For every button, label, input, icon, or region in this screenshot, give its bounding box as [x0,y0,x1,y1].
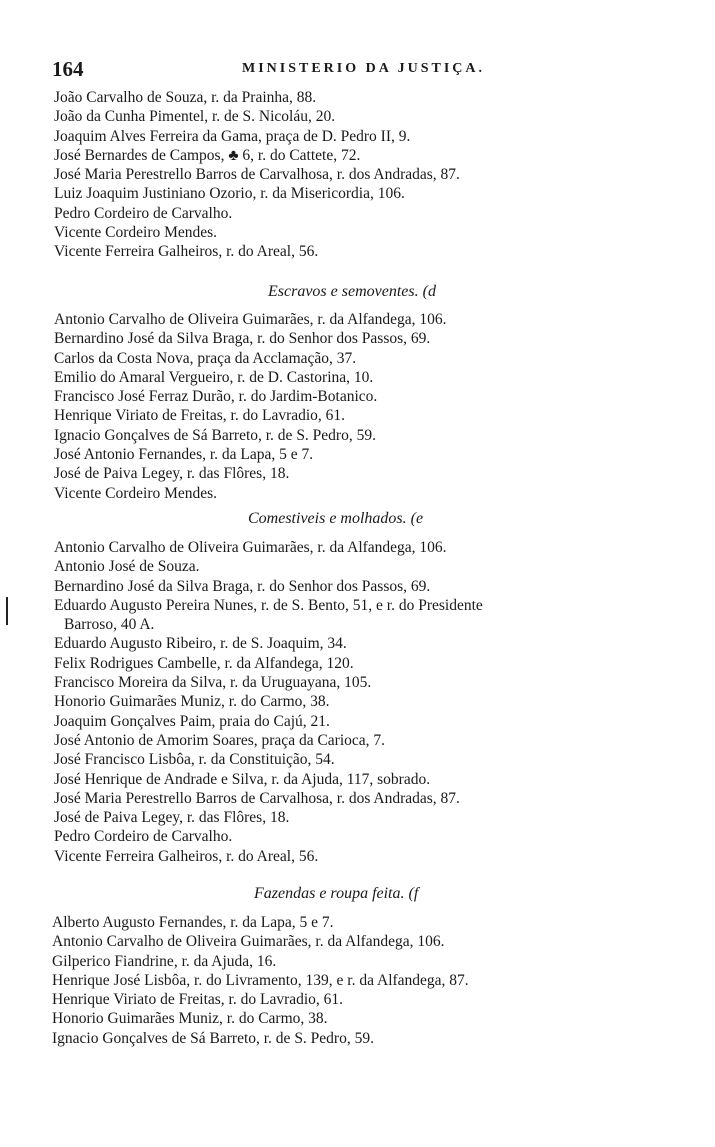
list-item-continuation: Barroso, 40 A. [64,616,155,634]
list-item: Honorio Guimarães Muniz, r. do Carmo, 38. [54,693,330,711]
list-item: José Bernardes de Campos, ♣ 6, r. do Cattete, 72. [54,146,361,164]
list-item: Alberto Augusto Fernandes, r. da Lapa, 5 e 7. [52,914,334,931]
list-item: José de Paiva Legey, r. das Flôres, 18. [54,809,290,827]
section-escravos [54,310,447,503]
margin-mark [6,597,8,625]
list-item: Vicente Ferreira Galheiros, r. do Areal, 56. [54,847,319,865]
list-item: Pedro Cordeiro de Carvalho. [54,204,233,222]
section-continuation [54,88,460,262]
section-heading-comestiveis: Comestiveis e molhados. (e [248,510,424,527]
list-item: Eduardo Augusto Ribeiro, r. de S. Joaquim, 34. [54,635,347,653]
list-item: José Maria Perestrello Barros de Carvalhosa, r. dos Andradas, 87. [54,166,460,184]
list-item: José Antonio de Amorim Soares, praça da Carioca, 7. [54,731,386,749]
page-number: 164 [52,57,84,81]
list-item: Henrique José Lisbôa, r. do Livramento, 139, e r. da Alfandega, 87. [52,971,469,989]
page-header [52,57,692,81]
list-item: José de Paiva Legey, r. das Flôres, 18. [54,465,290,483]
list-item: José Henrique de Andrade e Silva, r. da Ajuda, 117, sobrado. [54,770,431,788]
list-item: Joaquim Alves Ferreira da Gama, praça de D. Pedro II, 9. [54,127,411,145]
list-item: Carlos da Costa Nova, praça da Acclamação, 37. [54,349,357,367]
list-item: Vicente Cordeiro Mendes. [54,224,218,242]
list-item: Ignacio Gonçalves de Sá Barreto, r. de S. Pedro, 59. [52,1029,374,1047]
running-title: MINISTERIO DA JUSTIÇA. [242,61,485,76]
list-item: Bernardino José da Silva Braga, r. do Senhor dos Passos, 69. [54,330,431,348]
list-item: Honorio Guimarães Muniz, r. do Carmo, 38. [52,1010,328,1028]
list-item: Antonio Carvalho de Oliveira Guimarães, r. da Alfandega, 106. [52,933,445,951]
list-item: Vicente Cordeiro Mendes. [54,484,218,502]
list-item: Ignacio Gonçalves de Sá Barreto, r. de S. Pedro, 59. [54,426,376,444]
list-item: Gilperico Fiandrine, r. da Ajuda, 16. [52,952,277,970]
list-item: Antonio Carvalho de Oliveira Guimarães, r. da Alfandega, 106. [54,539,447,556]
list-item: Henrique Viriato de Freitas, r. do Lavradio, 61. [52,991,344,1009]
list-item: José Maria Perestrello Barros de Carvalhosa, r. dos Andradas, 87. [54,789,460,807]
list-item: Antonio José de Souza. [54,558,200,576]
list-item: Emilio do Amaral Vergueiro, r. de D. Castorina, 10. [54,368,374,386]
list-item: José Antonio Fernandes, r. da Lapa, 5 e 7. [54,446,314,464]
list-item: João Carvalho de Souza, r. da Prainha, 88. [54,89,317,106]
list-item: Antonio Carvalho de Oliveira Guimarães, r. da Alfandega, 106. [54,311,447,328]
list-item: Joaquim Gonçalves Paim, praia do Cajú, 21. [54,712,330,730]
list-item: Henrique Viriato de Freitas, r. do Lavradio, 61. [54,407,346,425]
list-item: Luiz Joaquim Justiniano Ozorio, r. da Misericordia, 106. [54,185,405,203]
section-fazendas [52,913,469,1048]
list-item: Pedro Cordeiro de Carvalho. [54,828,233,846]
list-item: Francisco José Ferraz Durão, r. do Jardim-Botanico. [54,388,378,406]
section-heading-escravos: Escravos e semoventes. (d [268,283,436,300]
section-comestiveis [54,538,483,866]
list-item: Felix Rodrigues Cambelle, r. da Alfandega, 120. [54,654,354,672]
list-item: Vicente Ferreira Galheiros, r. do Areal, 56. [54,243,319,261]
list-item: José Francisco Lisbôa, r. da Constituição, 54. [54,751,335,769]
list-item: Bernardino José da Silva Braga, r. do Senhor dos Passos, 69. [54,577,431,595]
list-item: Francisco Moreira da Silva, r. da Uruguayana, 105. [54,674,372,692]
section-heading-fazendas: Fazendas e roupa feita. (f [254,885,419,902]
list-item: João da Cunha Pimentel, r. de S. Nicoláu, 20. [54,108,336,126]
list-item: Eduardo Augusto Pereira Nunes, r. de S. Bento, 51, e r. do Presidente [54,596,483,614]
